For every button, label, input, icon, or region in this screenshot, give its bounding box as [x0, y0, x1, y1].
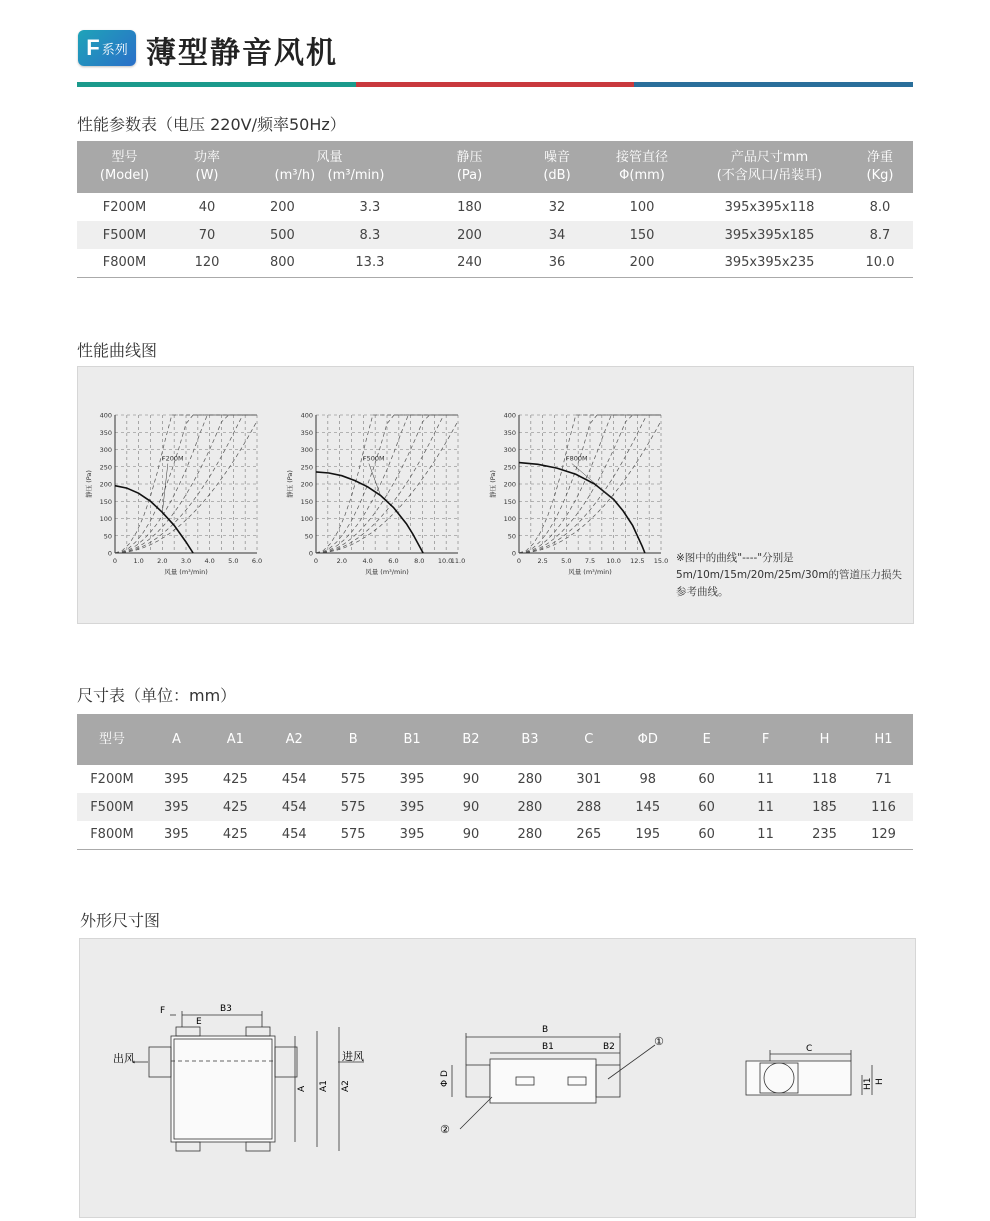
x-tick-label: 6.0 — [388, 557, 399, 565]
table-cell: 395 — [383, 793, 442, 821]
table-row — [77, 765, 913, 793]
table-cell: 200 — [417, 221, 522, 249]
table-cell: 34 — [522, 221, 592, 249]
curves-note: ※图中的曲线"----"分别是5m/10m/15m/20m/25m/30m的管道压力损失参考曲线。 — [676, 552, 903, 598]
front-view-body — [171, 1036, 275, 1142]
y-tick-label: 350 — [99, 428, 112, 437]
table-cell: 425 — [222, 771, 248, 787]
y-tick-label: 0 — [511, 549, 516, 558]
x-tick-label: 15.0 — [653, 557, 669, 565]
table-row — [77, 821, 913, 849]
y-axis-label: 静压 (Pa) — [489, 470, 497, 498]
y-tick-label: 350 — [503, 428, 516, 437]
outline-heading: 外形尺寸图 — [80, 911, 161, 930]
table-cell: 575 — [340, 771, 366, 787]
y-tick-label: 50 — [507, 532, 516, 541]
table-cell: 185 — [795, 793, 854, 821]
y-tick-label: 250 — [300, 463, 313, 472]
series-badge — [78, 30, 136, 66]
table-cell: 425 — [206, 821, 265, 849]
label-outlet: 出风 — [113, 1052, 135, 1065]
table-cell: 395x395x235 — [692, 249, 847, 277]
col-duct-diameter: 接管直径 Φ(mm) — [592, 141, 692, 193]
table-cell: 200 — [592, 249, 692, 277]
y-tick-label: 250 — [503, 463, 516, 472]
label-a2: A2 — [341, 1080, 351, 1092]
table-cell: 800 — [242, 249, 323, 277]
table-cell: 60 — [677, 821, 736, 849]
series-label: F800M — [565, 454, 588, 463]
header-color-bar — [77, 82, 913, 87]
table-cell: 10.0 — [847, 249, 913, 277]
label-c: C — [806, 1044, 813, 1054]
table-cell: 454 — [265, 793, 324, 821]
table-cell: F800M — [77, 821, 147, 849]
page-title: 薄型静音风机 — [146, 36, 338, 71]
table-cell: 575 — [324, 793, 383, 821]
x-tick-label: 4.0 — [362, 557, 373, 565]
table-cell: 195 — [618, 821, 677, 849]
bar-segment-blue — [634, 82, 913, 87]
label-d: Φ D — [440, 1070, 450, 1087]
table-cell: 288 — [559, 793, 618, 821]
table-cell: 145 — [618, 793, 677, 821]
x-tick-label: 2.5 — [537, 557, 548, 565]
table-cell: 11 — [736, 793, 795, 821]
table-cell: 240 — [417, 249, 522, 277]
outlet-duct — [149, 1047, 171, 1077]
x-tick-label: 6.0 — [251, 557, 263, 565]
col-product-size: 产品尺寸mm (不含风口/吊装耳) — [692, 141, 847, 193]
side-view-body — [490, 1059, 596, 1103]
x-tick-label: 7.5 — [584, 557, 596, 565]
callout-1: ① — [654, 1035, 664, 1048]
table-cell: 70 — [172, 221, 242, 249]
dimensions-table — [77, 714, 913, 850]
x-tick-label: 0 — [112, 557, 118, 565]
x-tick-label: 1.0 — [133, 557, 144, 565]
table-cell: F500M — [77, 221, 172, 249]
label-b2: B2 — [603, 1042, 615, 1052]
label-h1: H1 — [863, 1077, 873, 1090]
x-tick-label: 8.0 — [414, 557, 425, 565]
y-tick-label: 200 — [99, 480, 112, 489]
y-tick-label: 150 — [503, 497, 516, 506]
table-cell: 90 — [442, 793, 501, 821]
dim-col-header: A2 — [265, 714, 324, 765]
table-cell: 90 — [462, 771, 480, 787]
table-cell: 301 — [576, 771, 602, 787]
y-tick-label: 300 — [99, 446, 112, 454]
table-cell: 280 — [500, 821, 559, 849]
mount-ear-bottom-right — [246, 1142, 270, 1151]
table-row — [77, 221, 913, 249]
y-tick-label: 50 — [304, 532, 313, 541]
label-a1: A1 — [319, 1080, 329, 1092]
label-a: A — [297, 1085, 307, 1092]
table-cell: 32 — [548, 199, 566, 215]
dim-col-header: B2 — [442, 714, 501, 765]
table-cell: 395x395x185 — [692, 221, 847, 249]
table-cell: F500M — [77, 793, 147, 821]
mount-ear-top-right — [246, 1027, 270, 1036]
y-tick-label: 200 — [300, 480, 313, 489]
table-cell: F800M — [77, 249, 172, 277]
x-tick-label: 11.0 — [450, 557, 466, 565]
table-cell: 8.0 — [869, 199, 891, 215]
dim-col-header: ΦD — [618, 714, 677, 765]
table-cell: 3.3 — [359, 199, 381, 215]
x-tick-label: 5.0 — [561, 557, 572, 565]
badge-letter: F — [86, 35, 100, 60]
col-airflow: 风量 (m³/h) (m³/min) — [242, 141, 417, 193]
table-row — [77, 193, 913, 221]
table-cell: 129 — [854, 821, 913, 849]
table-cell: 36 — [522, 249, 592, 277]
callout-1-leader — [608, 1045, 655, 1079]
dim-col-header: B1 — [383, 714, 442, 765]
table-cell: 454 — [265, 821, 324, 849]
y-tick-label: 400 — [300, 411, 313, 420]
y-tick-label: 300 — [300, 446, 313, 454]
mount-ear-bottom-left — [176, 1142, 200, 1151]
y-tick-label: 0 — [107, 549, 112, 558]
table-cell: 454 — [281, 771, 307, 787]
y-axis-label: 静压 (Pa) — [85, 470, 93, 498]
dim-col-header: B — [324, 714, 383, 765]
badge-text: 系列 — [101, 42, 128, 58]
table-cell: 395 — [147, 793, 206, 821]
x-tick-label: 3.0 — [180, 557, 192, 565]
table-cell: 395 — [383, 821, 442, 849]
dim-col-header: F — [736, 714, 795, 765]
y-axis-label: 静压 (Pa) — [286, 470, 294, 498]
x-tick-label: 5.0 — [228, 557, 239, 565]
x-axis-label: 风量 (m³/min) — [568, 568, 612, 576]
side-outlet-duct — [596, 1065, 620, 1097]
table-cell: 71 — [875, 771, 892, 787]
col-noise: 噪音 (dB) — [522, 141, 592, 193]
callout-2-leader — [460, 1097, 492, 1129]
table-cell: 265 — [559, 821, 618, 849]
inlet-duct — [275, 1047, 297, 1077]
label-b: B — [542, 1025, 549, 1035]
side-inlet-duct — [466, 1065, 490, 1097]
table-cell: 60 — [677, 793, 736, 821]
table-row — [77, 793, 913, 821]
x-tick-label: 10.0 — [437, 557, 453, 565]
y-tick-label: 150 — [99, 497, 112, 506]
col-model: 型号 (Model) — [77, 141, 172, 193]
dim-col-header: 型号 — [77, 714, 147, 765]
table-cell: 40 — [198, 199, 216, 215]
dim-col-header: B3 — [500, 714, 559, 765]
y-tick-label: 250 — [99, 463, 112, 472]
y-tick-label: 0 — [308, 549, 313, 558]
y-tick-label: 200 — [503, 480, 516, 489]
y-tick-label: 400 — [503, 411, 516, 420]
table-cell: 280 — [517, 771, 543, 787]
table-cell: 235 — [795, 821, 854, 849]
curves-heading: 性能曲线图 — [77, 341, 158, 360]
callout-2: ② — [440, 1123, 450, 1136]
dim-col-header: C — [559, 714, 618, 765]
y-tick-label: 150 — [300, 497, 313, 506]
table-cell: 200 — [269, 199, 295, 215]
label-b3: B3 — [220, 1004, 232, 1014]
y-tick-label: 100 — [503, 515, 516, 523]
label-f: F — [160, 1006, 166, 1016]
curves-panel — [77, 366, 914, 624]
y-tick-label: 300 — [503, 446, 516, 454]
y-tick-label: 100 — [99, 515, 112, 523]
table-cell: 120 — [172, 249, 242, 277]
table-cell: 11 — [757, 771, 774, 787]
series-label: F200M — [161, 454, 184, 463]
table-cell: 500 — [242, 221, 323, 249]
table-cell: 60 — [698, 771, 715, 787]
x-tick-label: 2.0 — [336, 557, 347, 565]
x-axis-label: 风量 (m³/min) — [365, 568, 409, 576]
table-cell: F200M — [90, 771, 134, 787]
table-cell: 180 — [457, 199, 482, 215]
bar-segment-red — [356, 82, 635, 87]
dimensions-header-row — [77, 714, 913, 765]
table-cell: 395 — [147, 821, 206, 849]
table-cell: 395 — [399, 771, 425, 787]
table-cell: 116 — [854, 793, 913, 821]
dim-col-header: H1 — [854, 714, 913, 765]
table-cell: 11 — [736, 821, 795, 849]
end-view-body — [746, 1061, 851, 1095]
outline-panel — [79, 938, 916, 1218]
mount-ear-top-left — [176, 1027, 200, 1036]
table-cell: 575 — [324, 821, 383, 849]
bar-segment-green — [77, 82, 356, 87]
table-cell: 118 — [812, 771, 837, 787]
x-tick-label: 12.5 — [630, 557, 645, 565]
y-tick-label: 400 — [99, 411, 112, 420]
table-cell: 8.7 — [847, 221, 913, 249]
x-tick-label: 4.0 — [204, 557, 215, 565]
table-cell: 425 — [206, 793, 265, 821]
col-power: 功率 (W) — [172, 141, 242, 193]
x-tick-label: 10.0 — [606, 557, 621, 565]
dim-col-header: H — [795, 714, 854, 765]
x-tick-label: 0 — [516, 557, 522, 565]
table-cell: 98 — [639, 771, 657, 787]
label-b1: B1 — [542, 1042, 554, 1052]
y-tick-label: 350 — [300, 428, 313, 437]
table-cell: 8.3 — [323, 221, 417, 249]
col-static-pressure: 静压 (Pa) — [417, 141, 522, 193]
y-tick-label: 50 — [103, 532, 112, 541]
table-cell: F200M — [102, 199, 147, 215]
table-cell: 13.3 — [323, 249, 417, 277]
table-cell: 150 — [592, 221, 692, 249]
series-label: F500M — [362, 454, 385, 463]
table-cell: 280 — [500, 793, 559, 821]
table-cell: 395 — [163, 771, 189, 787]
table-cell: 90 — [442, 821, 501, 849]
col-net-weight: 净重 (Kg) — [847, 141, 913, 193]
x-axis-label: 风量 (m³/min) — [164, 568, 208, 576]
performance-heading: 性能参数表（电压 220V/频率50Hz） — [77, 115, 346, 134]
performance-table — [77, 141, 913, 278]
series-line-F800M — [519, 463, 645, 553]
series-leader — [162, 464, 168, 513]
dim-col-header: A — [147, 714, 206, 765]
x-tick-label: 0 — [313, 557, 319, 565]
dim-col-header: A1 — [206, 714, 265, 765]
label-h: H — [875, 1078, 885, 1085]
table-row — [77, 249, 913, 277]
dimensions-heading: 尺寸表（单位：mm） — [77, 686, 237, 705]
label-e: E — [196, 1017, 202, 1027]
dim-col-header: E — [677, 714, 736, 765]
table-cell: 100 — [629, 199, 655, 215]
x-tick-label: 2.0 — [157, 557, 168, 565]
outline-drawing-svg — [80, 939, 915, 1217]
performance-header-row — [77, 141, 913, 193]
y-tick-label: 100 — [300, 515, 313, 523]
label-inlet: 进风 — [342, 1050, 364, 1063]
table-cell: 395x395x118 — [724, 199, 815, 215]
